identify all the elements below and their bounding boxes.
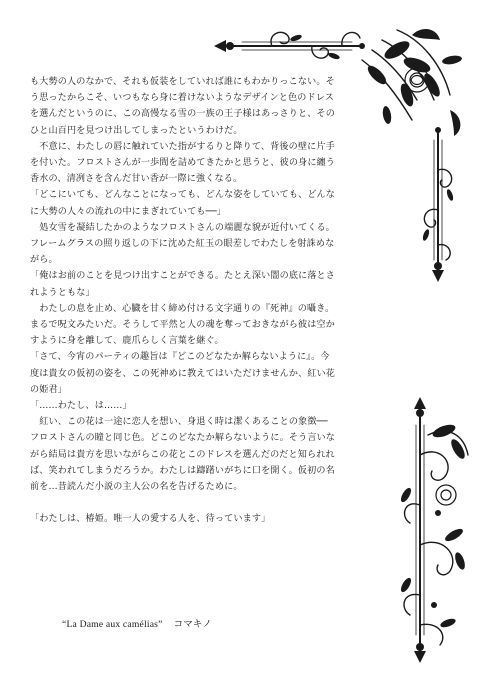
text-line: れようともな」 xyxy=(30,287,95,298)
text-line: 不意に、わたしの唇に触れていた指がするりと降りて、背後の壁に片手 xyxy=(30,141,335,152)
signature xyxy=(62,616,212,630)
text-line: の姫君」 xyxy=(30,384,67,395)
text-line: う思ったからこそ、いつもなら身に着けないようなデザインと色のドレス xyxy=(30,93,334,104)
story-text xyxy=(30,74,402,528)
text-line: に大勢の人々の流れの中にまぎれていても──」 xyxy=(30,206,227,217)
text-line: フレームグラスの照り返しの下に沈めた紅玉の眼差しでわたしを射誅めな xyxy=(30,239,335,250)
text-line: ば、笑われてしまうだろうか。わたしは躊躇いがちに口を開く。仮初の名 xyxy=(30,465,335,476)
blank-line xyxy=(30,495,402,511)
text-line: 度は貴女の仮初の姿を、この死神めに教えてはいただけませんか、紅い花 xyxy=(30,368,336,379)
text-line: 前を…昔読んだ小説の主人公の名を告げるために。 xyxy=(30,482,243,493)
floral-vine-ornament-icon xyxy=(398,395,474,665)
text-line: を選んだというのに、この高慢なる雪の一族の王子様はあっさりと、その xyxy=(30,109,335,120)
closing-line: 「わたしは、椿姫。唯一人の愛する人を、待っています」 xyxy=(30,514,271,525)
author-name: コマキノ xyxy=(173,619,212,630)
text-line: がら。 xyxy=(30,255,58,266)
text-line: フロストさんの瞳と同じ色。どこのどなたか解らないように。そう言いな xyxy=(30,433,336,444)
text-line: がら結局は貴方を思いながらこの花とこのドレスを選んだのだと知られれ xyxy=(30,449,335,460)
text-line: も大勢の人のなかで、それも仮装をしていれば誰にもわかりっこない。そ xyxy=(30,77,335,87)
text-line: 処女雪を凝結したかのようなフロストさんの端麗な貌が近付いてくる。 xyxy=(30,222,336,233)
text-line: を付いた。フロストさんが一歩間を詰めてきたかと思うと、彼の身に纏う xyxy=(30,158,336,169)
text-line: 香水の、清冽さを含んだ甘い香が一際に強くなる。 xyxy=(30,174,243,185)
text-line: 「さて、今宵のパーティの趣旨は『どこのどなたか解らないように』。今 xyxy=(30,352,330,363)
work-title: “La Dame aux camélias” xyxy=(62,619,163,630)
text-line: 「どこにいても、どんなことになっても、どんな姿をしていても、どんな xyxy=(30,190,336,201)
text-line: すように身を離して、鹿爪らしく言葉を継ぐ。 xyxy=(30,336,224,347)
text-line: ひと山百円を見つけ出してしまったというわけだ。 xyxy=(30,125,243,136)
text-line: わたしの息を止め、心臓を甘く締め付ける文字通りの『死神』の囁き。 xyxy=(30,303,335,314)
text-line: 「俺はお前のことを見つけ出すことができる。たとえ深い闇の底に落とさ xyxy=(30,271,336,282)
text-line: まるで呪文みたいだ。そうして平然と人の魂を奪っておきながら彼は空か xyxy=(30,320,335,331)
text-line: 紅い、この花は一途に恋人を想い、身退く時は潔くあることの象徴── xyxy=(30,417,328,428)
text-line: 「……わたし、は……」 xyxy=(30,401,132,412)
